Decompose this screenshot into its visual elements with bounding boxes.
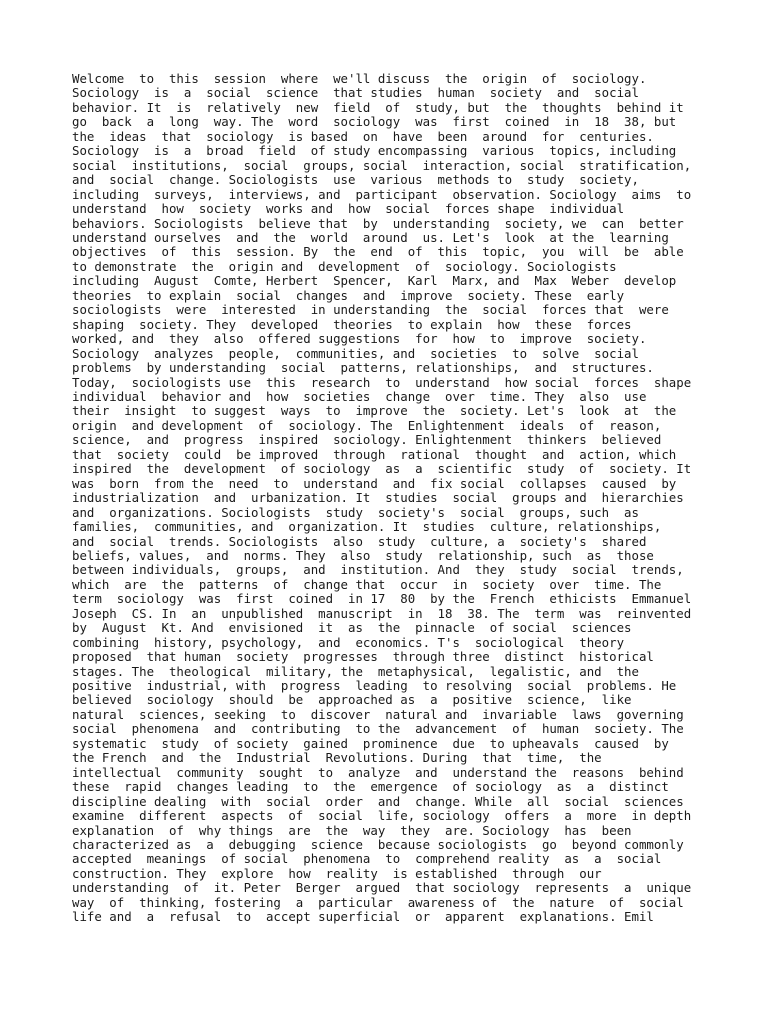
- text-line: Sociology is a social science that studies human society and social: [72, 85, 639, 101]
- text-line: to demonstrate the origin and development of sociology. Sociologists: [72, 258, 617, 274]
- text-line: sociologists were interested in understanding the social forces that were: [72, 302, 669, 318]
- text-line: and social trends. Sociologists also study culture, a society's shared: [72, 533, 647, 549]
- text-line: by August Kt. And envisioned it as the pinnacle of social sciences: [72, 620, 632, 636]
- text-line: the French and the Industrial Revolutions. During that time, the: [72, 750, 602, 766]
- text-line: social phenomena and contributing to the advancement of human society. The: [72, 721, 684, 737]
- text-line: shaping society. They developed theories to explain how these forces: [72, 316, 632, 332]
- text-line: science, and progress inspired sociology. Enlightenment thinkers believed: [72, 432, 662, 448]
- text-line: term sociology was first coined in 17 80 by the French ethicists Emmanuel: [72, 591, 692, 607]
- text-line: Welcome to this session where we'll discuss the origin of sociology.: [72, 71, 647, 86]
- text-line: systematic study of society gained prominence due to upheavals caused by: [72, 735, 669, 751]
- text-line: which are the patterns of change that occur in society over time. The: [72, 576, 662, 592]
- text-line: social institutions, social groups, social interaction, social stratification,: [72, 157, 692, 173]
- text-line: believed sociology should be approached as a positive science, like: [72, 692, 632, 708]
- text-line: natural sciences, seeking to discover natural and invariable laws governing: [72, 706, 684, 722]
- text-line: families, communities, and organization. It studies culture, relationships,: [72, 519, 662, 535]
- text-line: individual behavior and how societies change over time. They also use: [72, 388, 647, 404]
- text-line: was born from the need to understand and fix social collapses caused by: [72, 475, 677, 491]
- text-line: that society could be improved through rational thought and action, which: [72, 446, 677, 462]
- text-line: accepted meanings of social phenomena to comprehend reality as a social: [72, 851, 662, 867]
- text-line: examine different aspects of social life, sociology offers a more in depth: [72, 808, 692, 824]
- text-line: construction. They explore how reality is established through our: [72, 865, 602, 881]
- text-line: including August Comte, Herbert Spencer, Karl Marx, and Max Weber develop: [72, 273, 677, 289]
- text-line: and social change. Sociologists use various methods to study society,: [72, 172, 639, 188]
- text-line: including surveys, interviews, and participant observation. Sociology aims to: [72, 186, 692, 202]
- text-line: discipline dealing with social order and change. While all social sciences: [72, 793, 684, 809]
- text-line: life and a refusal to accept superficial or apparent explanations. Emil: [72, 909, 654, 925]
- text-line: and organizations. Sociologists study society's social groups, such as: [72, 504, 639, 520]
- text-line: Sociology analyzes people, communities, and societies to solve social: [72, 345, 639, 361]
- text-line: Sociology is a broad field of study encompassing various topics, including: [72, 143, 677, 159]
- text-line: understand ourselves and the world around us. Let's look at the learning: [72, 229, 669, 245]
- text-line: characterized as a debugging science because sociologists go beyond commonly: [72, 837, 684, 853]
- text-line: Today, sociologists use this research to understand how social forces shape: [72, 374, 692, 390]
- text-line: combining history, psychology, and economics. T's sociological theory: [72, 634, 625, 650]
- text-line: industrialization and urbanization. It studies social groups and hierarchies: [72, 490, 684, 506]
- text-line: explanation of why things are the way they are. Sociology has been: [72, 822, 632, 838]
- text-line: inspired the development of sociology as a scientific study of society. It: [72, 461, 692, 477]
- text-line: beliefs, values, and norms. They also study relationship, such as those: [72, 547, 654, 563]
- text-line: understand how society works and how social forces shape individual: [72, 201, 625, 217]
- text-line: Joseph CS. In an unpublished manuscript in 18 38. The term was reinvented: [72, 605, 692, 621]
- text-line: behaviors. Sociologists believe that by understanding society, we can better: [72, 215, 684, 231]
- text-line: origin and development of sociology. The Enlightenment ideals of reason,: [72, 417, 662, 433]
- text-line: objectives of this session. By the end of this topic, you will be able: [72, 244, 684, 260]
- text-line: the ideas that sociology is based on have been around for centuries.: [72, 128, 654, 144]
- text-line: behavior. It is relatively new field of study, but the thoughts behind it: [72, 99, 684, 115]
- text-line: understanding of it. Peter Berger argued that sociology represents a unique: [72, 880, 692, 896]
- text-line: theories to explain social changes and improve society. These early: [72, 287, 625, 303]
- body-text: [72, 72, 702, 925]
- text-line: intellectual community sought to analyze and understand the reasons behind: [72, 764, 684, 780]
- text-line: worked, and they also offered suggestions for how to improve society.: [72, 331, 647, 347]
- text-line: these rapid changes leading to the emergence of sociology as a distinct: [72, 779, 669, 795]
- text-line: problems by understanding social patterns, relationships, and structures.: [72, 360, 654, 376]
- text-line: go back a long way. The word sociology was first coined in 18 38, but: [72, 114, 677, 130]
- text-line: stages. The theological military, the metaphysical, legalistic, and the: [72, 663, 639, 679]
- text-line: between individuals, groups, and institution. And they study social trends,: [72, 562, 684, 578]
- text-line: proposed that human society progresses through three distinct historical: [72, 649, 654, 665]
- text-line: their insight to suggest ways to improve the society. Let's look at the: [72, 403, 677, 419]
- text-line: positive industrial, with progress leading to resolving social problems. He: [72, 678, 677, 694]
- text-line: way of thinking, fostering a particular awareness of the nature of social: [72, 894, 684, 910]
